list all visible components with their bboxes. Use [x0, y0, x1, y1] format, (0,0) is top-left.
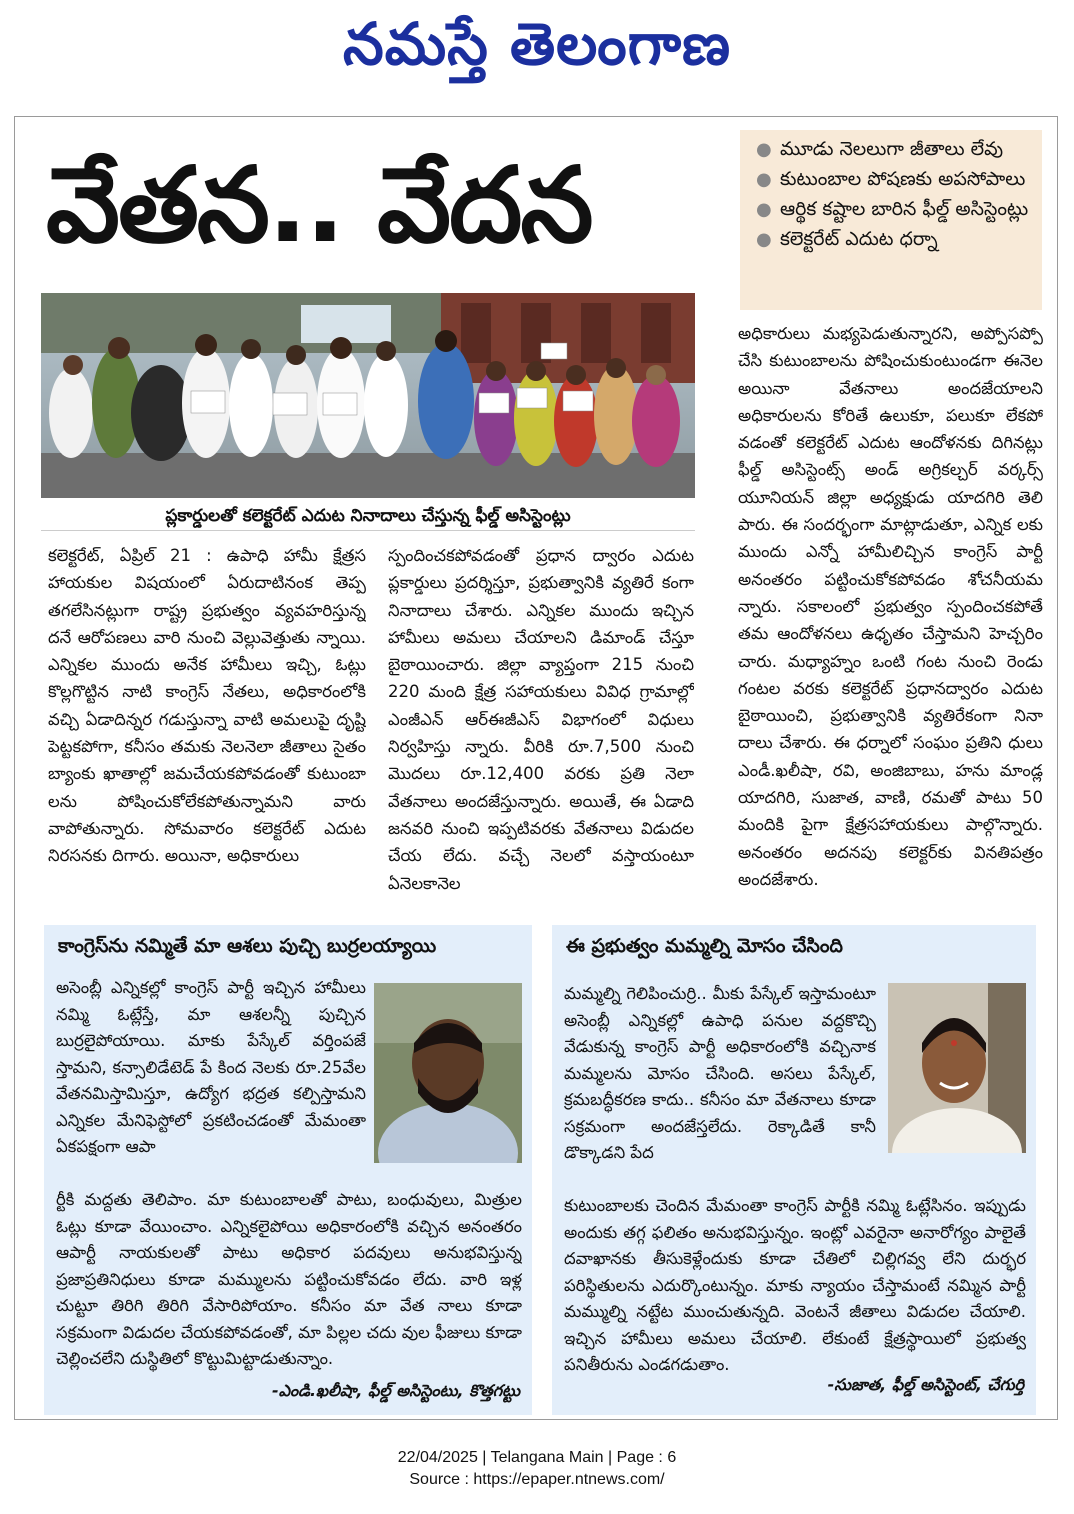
bullet-item: ● కలెక్టరేట్ ఎదుట ధర్నా — [754, 226, 1036, 253]
headline: వేతన.. వేదన — [46, 144, 592, 266]
portrait-photo — [374, 983, 522, 1163]
bullet-icon: ● — [756, 229, 772, 250]
bullet-item: ● కుటుంబాల పోషణకు అపసోపాలు — [754, 166, 1036, 193]
portrait-photo — [888, 983, 1026, 1153]
quote-body-bottom: కుటుంబాలకు చెందిన మేమంతా కాంగ్రెస్ పార్టీకి నమ్మి ఓట్లేసినం. ఇప్పుడు అందుకు తగ్గ ఫలితం అనుభవిస్తున్నం. ఇంట్లో ఎవరైనా అనారోగ్యం పాలైతే దవాఖానకు తీసుకెళ్లేందుకు కూడా చేతిలో చిల్లిగవ్వ లేని దుర్భర పరిస్థితులను ఎదుర్కొంటున్నం. మాకు న్యాయం చేస్తామంటే నమ్మిన పార్టీ మమ్ముల్ని నట్టేట ముంచుతున్నది. వెంటనే జీతాలు విడుదల చేయాలి. ఇచ్చిన హామీలు అమలు చేయాలి. లేకుంటే క్షేత్రస్థాయిలో ప్రభుత్వ పనితీరును ఎండగడుతాం. — [564, 1196, 1026, 1373]
masthead-logo: నమస్తే తెలంగాణ — [343, 10, 731, 78]
bullet-icon: ● — [756, 139, 772, 160]
bullet-icon: ● — [756, 169, 772, 190]
highlight-bullets — [740, 130, 1042, 310]
quote-box-1 — [44, 925, 532, 1415]
quote-signature: -సుజాత, ఫీల్డ్ అసిస్టెంట్, చేగుర్తి — [827, 1375, 1024, 1394]
footer-date-line: 22/04/2025 | Telangana Main | Page : 6 — [397, 1449, 677, 1466]
article-column-2: స్పందించకపోవడంతో ప్రధాన ద్వారం ఎదుట ప్లకార్డులు ప్రదర్శిస్తూ, ప్రభుత్వానికి వ్యతిరే కంగా నినాదాలు చేశారు. ఎన్నికల ముందు ఇచ్చిన హామీలు అమలు చేయాలని డిమాండ్ చేస్తూ బైఠాయించారు. జిల్లా వ్యాప్తంగా 215 నుంచి 220 మంది క్షేత్ర సహాయకులు వివిధ గ్రామాల్లో ఎంజీఎన్ ఆర్ఈజీఎస్ విభాగంలో విధులు నిర్వహిస్తు న్నారు. వీరికి రూ.7,500 నుంచి మొదలు రూ.12,400 వరకు ప్రతి నెలా వేతనాలు అందజేస్తున్నారు. అయితే, ఈ ఏడాది జనవరి నుంచి ఇప్పటివరకు వేతనాలు విడుదల చేయ లేదు. వచ్చే నెలలో వస్తాయంటూ ఏనెలకానెల — [388, 546, 694, 893]
quote-body-top: అసెంబ్లీ ఎన్నికల్లో కాంగ్రెస్ పార్టీ ఇచ్చిన హామీలు నమ్మి ఓట్లేస్తే, మా ఆశలన్నీ పుచ్చిన బుర్రలైపోయాయి. మాకు పేస్కేల్ వర్తింపజే స్తామని, కన్సాలిడేటెడ్ పే కింద నెలకు రూ.25వేల వేతనమిస్తామిస్తూ, ఉద్యోగ భద్రత కల్పిస్తామని ఎన్నికల మేనిఫెస్టోలో ప్రకటించడంతో మేమంతా ఏకపక్షంగా ఆపా — [56, 978, 366, 1156]
quote-box-2 — [552, 925, 1036, 1415]
photo-caption: ప్లకార్డులతో కలెక్టరేట్ ఎదుట నినాదాలు చేస్తున్న ఫీల్డ్ అసిస్టెంట్లు — [41, 502, 695, 531]
bullet-item: ● ఆర్థిక కష్టాల బారిన ఫీల్డ్ అసిస్టెంట్లు — [754, 196, 1036, 223]
quote-title: ఈ ప్రభుత్వం మమ్మల్ని మోసం చేసింది — [566, 935, 843, 957]
quote-title: కాంగ్రెస్‌ను నమ్మితే మా ఆశలు పుచ్చి బుర్రలయ్యాయి — [58, 935, 437, 957]
article-column-3: అధికారులు మభ్యపెడుతున్నారని, అప్పోసప్పో చేసి కుటుంబాలను పోషించుకుంటుండగా ఈనెల అయినా వేతనాలు అందజేయాలని అధికారులను కోరితే ఉలుకూ, పలుకూ లేకపో వడంతో కలెక్టరేట్ ఎదుట ఆందోళనకు దిగినట్లు ఫీల్డ్ అసిస్టెంట్స్ అండ్ అగ్రికల్చర్ వర్కర్స్ యూనియన్ జిల్లా అధ్యక్షుడు యాదగిరి తెలి పారు. ఈ సందర్భంగా మాట్లాడుతూ, ఎన్నిక లకు ముందు ఎన్నో హామీలిచ్చిన కాంగ్రెస్ పార్టీ అనంతరం పట్టించుకోకపోవడం శోచనీయమ న్నారు. సకాలంలో ప్రభుత్వం స్పందించకపోతే తమ ఆందోళనలు ఉధృతం చేస్తామని హెచ్చరిం చారు. మధ్యాహ్నం ఒంటి గంట నుంచి రెండు గంటల వరకు కలెక్టరేట్ ప్రధానద్వారం ఎదుట బైఠాయించి, ప్రభుత్వానికి వ్యతిరేకంగా నినా దాలు చేశారు. ఈ ధర్నాలో సంఘం ప్రతిని ధులు ఎండీ.ఖలీషా, రవి, అంజిబాబు, హను మాండ్ల యాదగిరి, సుజాత, వాణి, రమతో పాటు 50 మందికి పైగా క్షేత్రసహాయకులు పాల్గొన్నారు. అనంతరం అదనపు కలెక్టర్‌కు వినతిపత్రం అందజేశారు. — [738, 324, 1043, 889]
quote-body-bottom: ర్టీకి మద్దతు తెలిపాం. మా కుటుంబాలతో పాటు, బంధువులు, మిత్రుల ఓట్లు కూడా వేయించాం. ఎన్నికలైపోయి అధికారంలోకి వచ్చిన అనంతరం ఆపార్టీ నాయకులతో పాటు అధికార పదవులు అనుభవిస్తున్న ప్రజాప్రతినిధులు కూడా మమ్ములను పట్టించుకోవడం లేదు. వారి ఇళ్ల చుట్టూ తిరిగి తిరిగి వేసారిపోయాం. కనీసం మా వేత నాలు కూడా సక్రమంగా విడుదల చేయకపోవడంతో, మా పిల్లల చదు వుల ఫీజులు కూడా చెల్లించలేని దుస్థితిలో కొట్టుమిట్టాడుతున్నాం. — [56, 1190, 522, 1368]
article-column-1: కలెక్టరేట్, ఏప్రిల్ 21 : ఉపాధి హామీ క్షేత్రస హాయకుల విషయంలో ఏరుదాటినంక తెప్ప తగలేసినట్లుగా రాష్ట్ర ప్రభుత్వం వ్యవహరిస్తున్న దనే ఆరోపణలు వారి నుంచి వెల్లువెత్తుతు న్నాయి. ఎన్నికల ముందు అనేక హామీలు ఇచ్చి, ఓట్లు కొల్లగొట్టిన నాటి కాంగ్రెస్ నేతలు, అధికారంలోకి వచ్చి ఏడాదిన్నర గడుస్తున్నా వాటి అమలుపై దృష్టి పెట్టకపోగా, కనీసం తమకు నెలనెలా జీతాలు సైతం బ్యాంకు ఖాతాల్లో జమచేయకపోవడంతో కుటుంబా లను పోషించుకోలేకపోతున్నామని వారు వాపోతున్నారు. సోమవారం కలెక్టరేట్ ఎదుట నిరసనకు దిగారు. అయినా, అధికారులు — [48, 546, 366, 866]
bullet-icon: ● — [756, 199, 772, 220]
page-footer — [0, 1447, 1074, 1491]
quote-signature: -ఎండి.ఖలీషా, ఫీల్డ్ అసిస్టెంటు, కొత్తగట్టు — [272, 1381, 520, 1400]
quote-body-top: మమ్మల్ని గెలిపించుర్రి.. మీకు పేస్కేల్ ఇస్తామంటూ అసెంబ్లీ ఎన్నికల్లో ఉపాధి పనుల వద్దకొచ్చి వేడుకున్న కాంగ్రెస్ పార్టీ అధికారంలోకి వచ్చినాక మమ్మలను మోసం చేసింది. అసలు పేస్కేల్, క్రమబద్ధీకరణ కాదు.. కనీసం మా వేతనాలు కూడా సక్రమంగా అందజేస్తలేదు. రెక్కాడితే కానీ డొక్కాడని పేద — [564, 984, 876, 1162]
footer-source-line: Source : https://epaper.ntnews.com/ — [409, 1471, 665, 1488]
bullet-item: ● మూడు నెలలుగా జీతాలు లేవు — [754, 136, 1036, 163]
protest-photo — [41, 293, 695, 498]
